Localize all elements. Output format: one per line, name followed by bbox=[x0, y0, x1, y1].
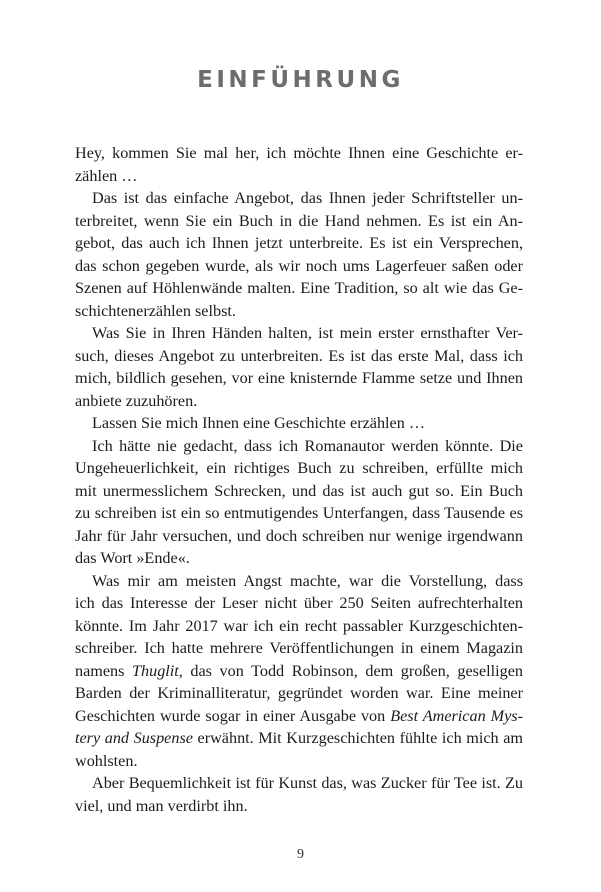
text-line bbox=[75, 232, 523, 255]
line-text: Ungeheuerlichkeit, ein richtiges Buch zu schreiben, erfüllte mich bbox=[75, 459, 523, 477]
text-line bbox=[75, 750, 523, 773]
line-text: anbiete zuzuhören. bbox=[75, 391, 198, 410]
text-line bbox=[75, 300, 523, 323]
text-line bbox=[75, 547, 523, 570]
line-text: mit unermesslichem Schrecken, und das ist auch gut so. Ein Buch bbox=[75, 481, 523, 500]
line-text: Was mir am meisten Angst machte, war die Vorstellung, dass bbox=[92, 571, 523, 590]
italic-title-text: Thuglit bbox=[132, 661, 179, 680]
line-text: Szenen auf Höhlenwände malten. Eine Tradition, so alt wie das Ge- bbox=[75, 279, 523, 297]
line-text: schichtenerzählen selbst. bbox=[75, 301, 236, 320]
line-text: terbreitet, wenn Sie ein Buch in die Hand nehmen. Es ist ein An- bbox=[75, 211, 523, 230]
line-text: das schon gegeben wurde, als wir noch ums Lagerfeuer saßen oder bbox=[75, 256, 523, 275]
text-line bbox=[75, 322, 523, 345]
text-line bbox=[75, 187, 523, 210]
chapter-body-text bbox=[75, 142, 523, 817]
text-line bbox=[75, 615, 523, 638]
text-line bbox=[75, 165, 523, 188]
text-line bbox=[75, 772, 523, 795]
line-text: , das von Todd Robinson, dem großen, geselligen bbox=[178, 661, 523, 680]
line-text: gebot, das auch ich Ihnen jetzt unterbreite. Es ist ein Versprechen, bbox=[75, 234, 523, 252]
text-line bbox=[75, 795, 523, 818]
text-line bbox=[75, 525, 523, 548]
line-text: Aber Bequemlichkeit ist für Kunst das, was Zucker für Tee ist. Zu bbox=[92, 774, 523, 792]
line-text: Barden der Kriminalliteratur, gegründet worden war. Eine meiner bbox=[75, 684, 523, 702]
text-line bbox=[75, 457, 523, 480]
text-line bbox=[75, 660, 523, 683]
line-text: such, dieses Angebot zu unterbreiten. Es ist das erste Mal, dass ich bbox=[75, 346, 523, 365]
line-text: könnte. Im Jahr 2017 war ich ein recht passabler Kurzgeschichten- bbox=[75, 616, 523, 635]
text-line bbox=[75, 277, 523, 300]
text-line bbox=[75, 570, 523, 593]
text-line bbox=[75, 412, 523, 435]
italic-title-text: tery and Suspense bbox=[75, 729, 193, 747]
line-text: Geschichten wurde sogar in einer Ausgabe von bbox=[75, 706, 391, 725]
text-line bbox=[75, 367, 523, 390]
text-line bbox=[75, 435, 523, 458]
line-text: schreiber. Ich hatte mehrere Veröffentlichungen in einem Magazin bbox=[75, 639, 523, 657]
line-text: Lassen Sie mich Ihnen eine Geschichte erzählen … bbox=[92, 414, 426, 432]
text-line bbox=[75, 592, 523, 615]
line-text: Hey, kommen Sie mal her, ich möchte Ihnen eine Geschichte er- bbox=[75, 144, 523, 162]
text-line bbox=[75, 502, 523, 525]
text-line bbox=[75, 210, 523, 233]
text-line bbox=[75, 345, 523, 368]
line-text: mich, bildlich gesehen, vor eine knisternde Flamme setze und Ihnen bbox=[75, 369, 523, 387]
chapter-heading: EINFÜHRUNG bbox=[197, 67, 404, 93]
line-text: wohlsten. bbox=[75, 751, 138, 770]
line-text: ich das Interesse der Leser nicht über 250 Seiten aufrechterhalten bbox=[75, 594, 523, 612]
line-text: namens bbox=[75, 661, 133, 680]
line-text: erwähnt. Mit Kurzgeschichten fühlte ich mich am bbox=[192, 729, 524, 747]
text-line bbox=[75, 255, 523, 278]
line-text: zu schreiben ist ein so entmutigendes Unterfangen, dass Tausende es bbox=[75, 504, 523, 522]
text-line bbox=[75, 705, 523, 728]
text-line bbox=[75, 682, 523, 705]
text-line bbox=[75, 142, 523, 165]
line-text: viel, und man verdirbt ihn. bbox=[75, 796, 248, 815]
text-line bbox=[75, 390, 523, 413]
page-number: 9 bbox=[297, 847, 304, 862]
italic-title-text: Best American Mys- bbox=[390, 706, 523, 725]
line-text: Ich hätte nie gedacht, dass ich Romanautor werden könnte. Die bbox=[92, 436, 523, 455]
line-text: Das ist das einfache Angebot, das Ihnen jeder Schriftsteller un- bbox=[92, 189, 523, 207]
text-line bbox=[75, 480, 523, 503]
line-text: Jahr für Jahr versuchen, und doch schreiben nur wenige irgendwann bbox=[75, 526, 523, 545]
text-line bbox=[75, 727, 523, 750]
text-line bbox=[75, 637, 523, 660]
line-text: Was Sie in Ihren Händen halten, ist mein erster ernsthafter Ver- bbox=[92, 324, 523, 342]
line-text: zählen … bbox=[75, 166, 138, 185]
line-text: das Wort »Ende«. bbox=[75, 549, 190, 567]
